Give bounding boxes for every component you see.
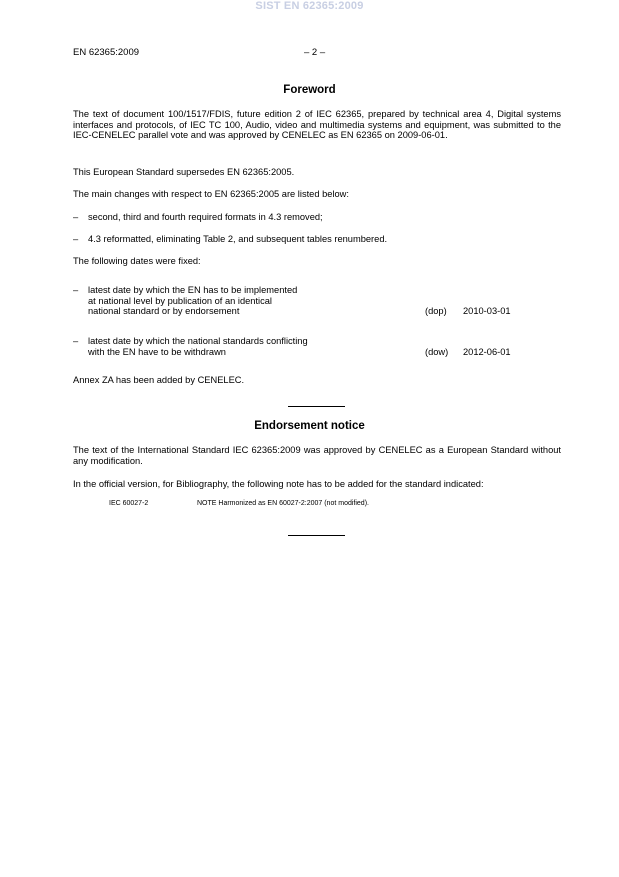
document-id: EN 62365:2009 — [73, 47, 140, 58]
foreword-paragraph-2: This European Standard supersedes EN 62365:2005. — [73, 167, 295, 177]
dash-bullet: – — [73, 234, 79, 244]
endorsement-paragraph-1: The text of the International Standard IEC 62365:2009 was approved by CENELEC as a European Standard without any modification. — [73, 445, 561, 466]
page-number: – 2 – — [304, 47, 326, 58]
section-divider — [288, 535, 345, 536]
dash-bullet: – — [73, 212, 79, 222]
date-item-description — [88, 336, 388, 357]
foreword-title: Foreword — [283, 84, 336, 96]
dash-bullet: – — [73, 285, 79, 295]
foreword-paragraph-4: The following dates were fixed: — [73, 256, 201, 266]
date-value: 2010-03-01 — [463, 306, 511, 317]
dash-bullet: – — [73, 336, 79, 346]
date-item-line: latest date by which the EN has to be implemented — [88, 285, 298, 295]
date-item-description — [88, 285, 388, 317]
section-divider — [288, 406, 345, 407]
date-item-line: with the EN have to be withdrawn — [88, 346, 226, 357]
date-item-line: national standard or by endorsement — [88, 306, 240, 317]
endorsement-title: Endorsement notice — [254, 420, 365, 432]
change-item-text: 4.3 reformatted, eliminating Table 2, and subsequent tables renumbered. — [88, 234, 388, 244]
foreword-paragraph-1: The text of document 100/1517/FDIS, future edition 2 of IEC 62365, prepared by technical area 4, Digital systems interfaces and protocols, of IEC TC 100, Audio, video and multimedia systems and equipment, was submitted to the IEC-CENELEC parallel vote and was approved by CENELEC as EN 62365 on 2009-06-01. — [73, 109, 561, 141]
date-item-line: at national level by publication of an identical — [88, 295, 272, 306]
note-text: NOTE Harmonized as EN 60027-2:2007 (not modified). — [197, 500, 369, 507]
change-item-text: second, third and fourth required formats in 4.3 removed; — [88, 212, 323, 222]
foreword-paragraph-5: Annex ZA has been added by CENELEC. — [73, 375, 245, 385]
note-reference: IEC 60027-2 — [109, 500, 149, 507]
endorsement-paragraph-2: In the official version, for Bibliography, the following note has to be added for the standard indicated: — [73, 479, 484, 489]
foreword-paragraph-3: The main changes with respect to EN 62365:2005 are listed below: — [73, 189, 349, 199]
date-item-line: latest date by which the national standards conflicting — [88, 336, 308, 346]
date-value: 2012-06-01 — [463, 346, 511, 357]
watermark: SIST EN 62365:2009 — [255, 0, 364, 12]
date-code: (dow) — [425, 346, 449, 357]
date-code: (dop) — [425, 306, 447, 317]
